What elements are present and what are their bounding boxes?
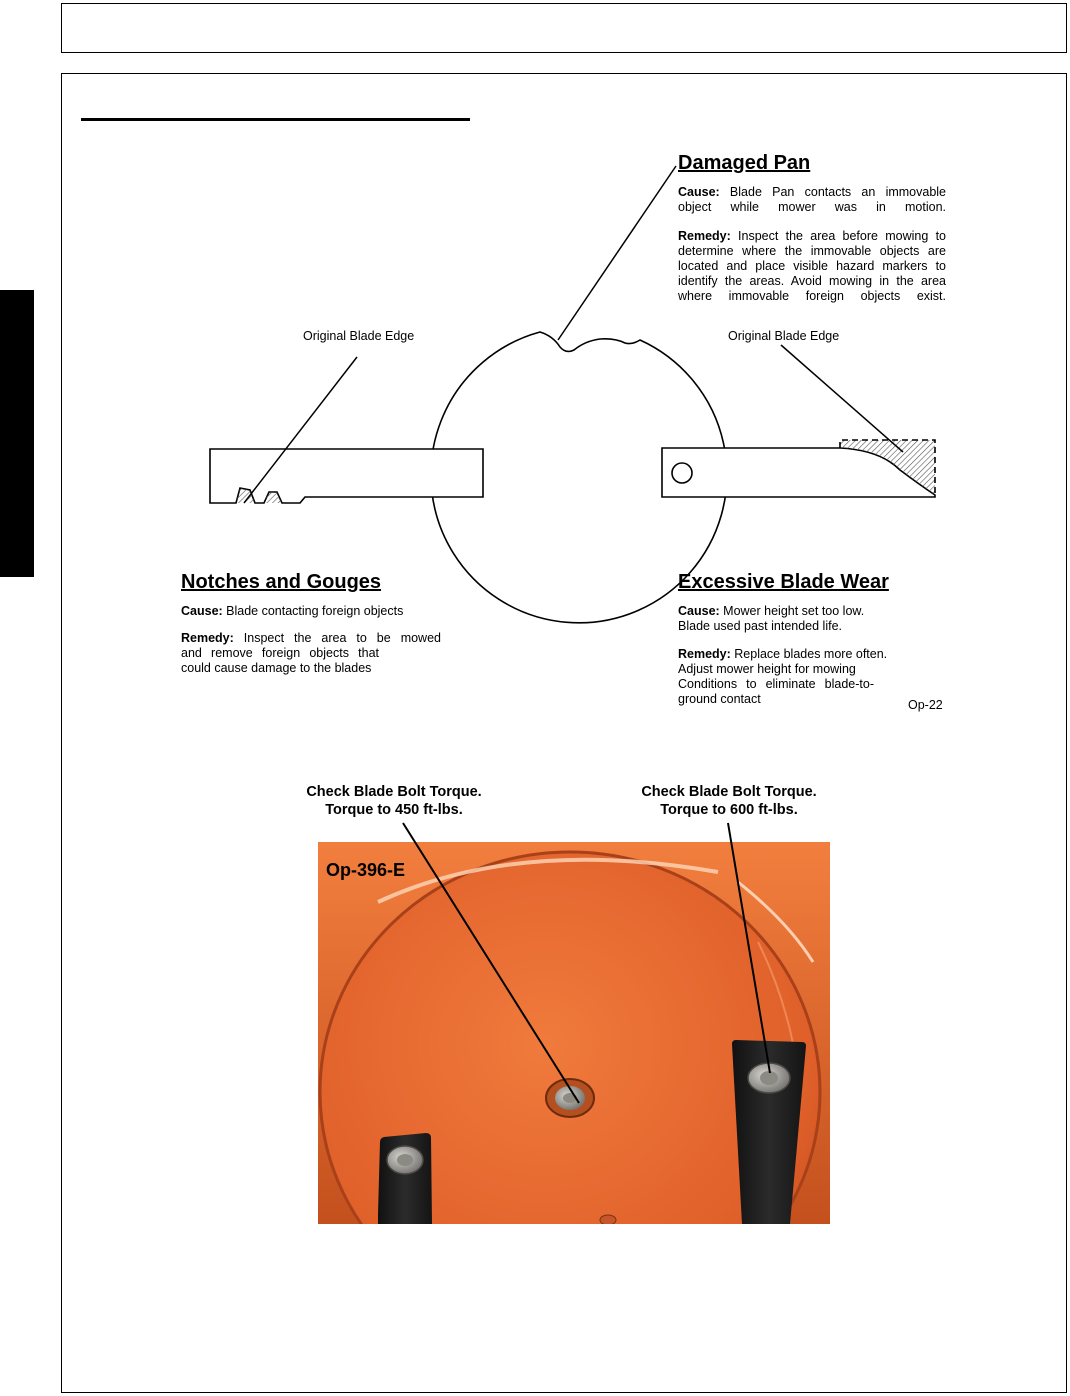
remedy-text: Replace blades more often.	[730, 647, 888, 661]
remedy-line: Conditions to eliminate blade-to-	[678, 677, 874, 691]
original-edge-label-left: Original Blade Edge	[303, 329, 415, 343]
torque-label-line: Check Blade Bolt Torque.	[641, 784, 817, 800]
remedy-label: Remedy:	[678, 647, 731, 661]
torque-label-line: Check Blade Bolt Torque.	[306, 784, 482, 800]
remedy-line: Adjust mower height for mowing	[678, 662, 856, 676]
figure-id-op396e: Op-396-E	[326, 860, 406, 880]
cause-text: Mower height set too low.	[719, 604, 865, 618]
cause-text: Blade Pan contacts an immovable object while mower was in motion.	[678, 185, 946, 214]
cause-label: Cause:	[181, 604, 223, 618]
original-edge-label-right: Original Blade Edge	[728, 329, 840, 343]
remedy-label: Remedy:	[678, 229, 731, 243]
remedy-line: could cause damage to the blades	[181, 661, 372, 675]
figure-id-op22: Op-22	[908, 698, 943, 712]
cause-line: Blade used past intended life.	[678, 619, 843, 633]
wear-heading: Excessive Blade Wear	[678, 571, 889, 593]
cause-text: Blade contacting foreign objects	[222, 604, 404, 618]
remedy-line: and remove foreign objects that	[181, 646, 379, 660]
remedy-label: Remedy:	[181, 631, 234, 645]
notches-heading: Notches and Gouges	[181, 571, 382, 593]
cause-label: Cause:	[678, 604, 720, 618]
damaged-pan-heading: Damaged Pan	[678, 152, 811, 174]
remedy-line: ground contact	[678, 692, 761, 706]
remedy-text: Inspect the area before mowing to determine where the immovable objects are located and place visible hazard markers to identify the areas. Avoid mowing in the area where immovable foreign objects exist.	[678, 229, 946, 303]
cause-label: Cause:	[678, 185, 720, 199]
torque-label-line: Torque to 600 ft-lbs.	[660, 802, 798, 818]
remedy-text: Inspect the area to be mowed	[233, 631, 441, 645]
torque-label-line: Torque to 450 ft-lbs.	[325, 802, 463, 818]
